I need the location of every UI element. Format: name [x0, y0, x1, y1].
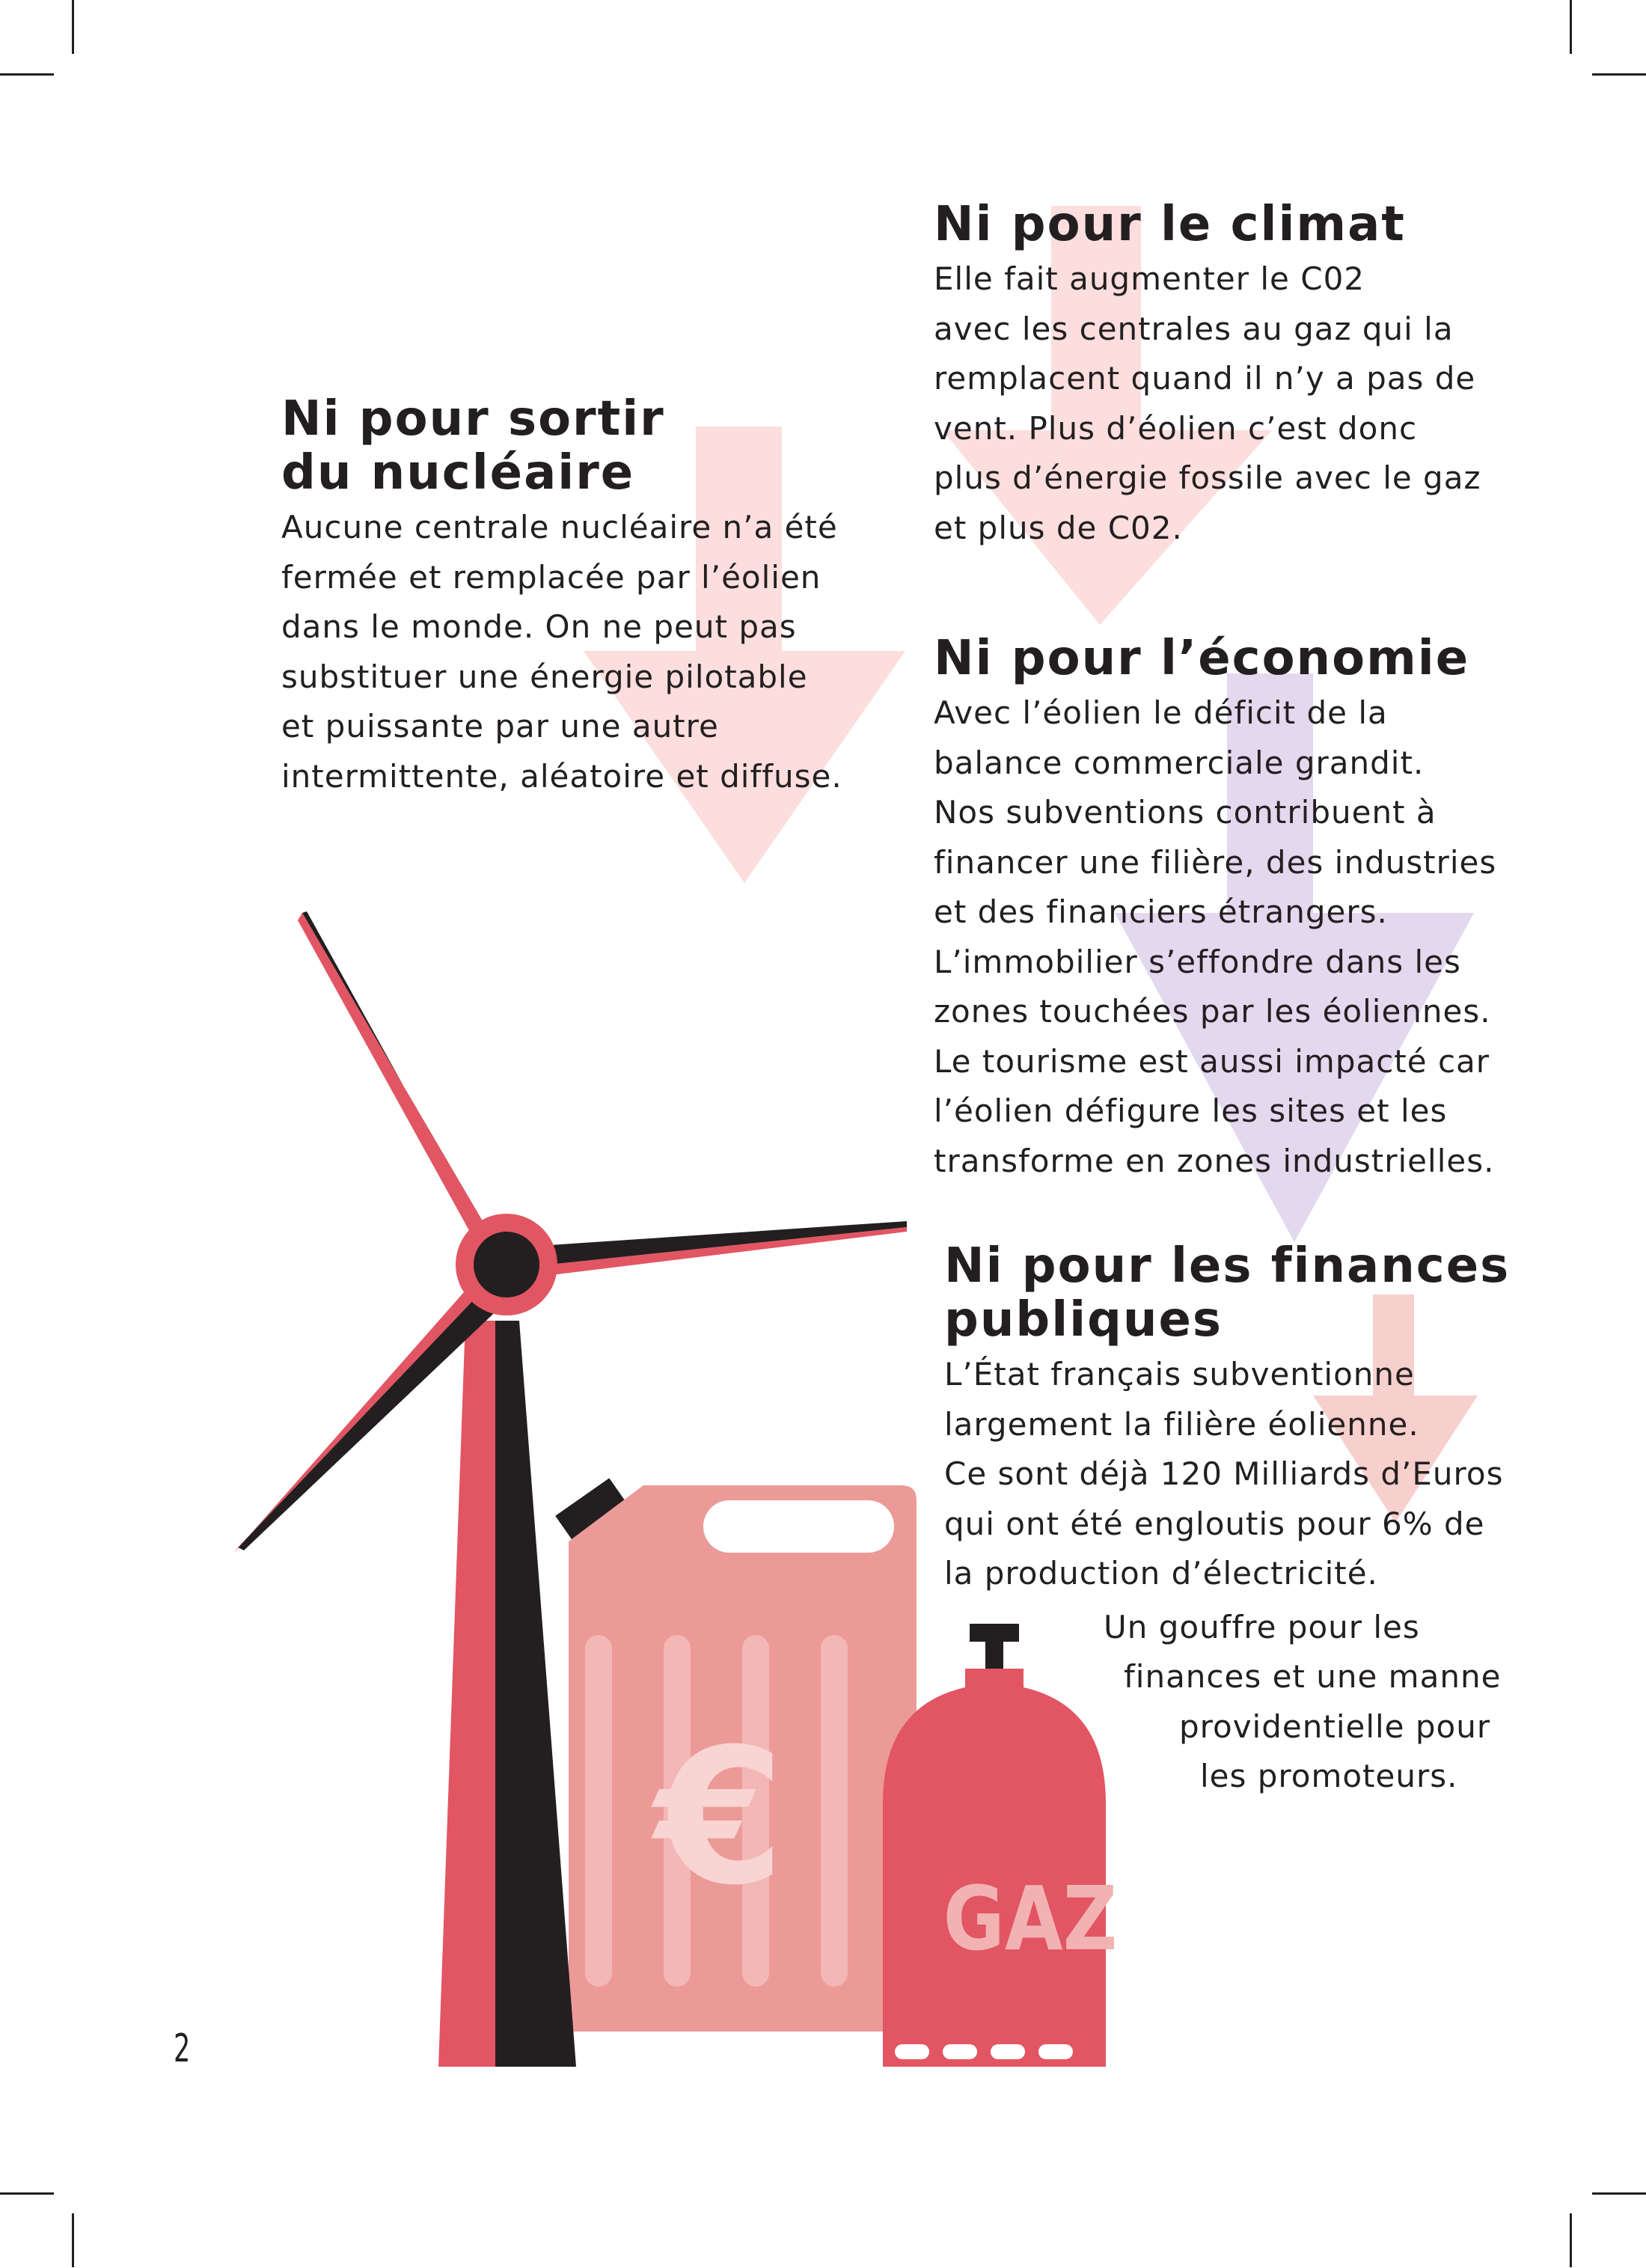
body-line: Nos subventions contribuent à [934, 794, 1437, 831]
closing-line: providentielle pour [1179, 1708, 1491, 1745]
body-line: transforme en zones industrielles. [934, 1142, 1495, 1179]
section-title: Ni pour l’économie [934, 631, 1470, 686]
body-line: la production d’électricité. [944, 1555, 1378, 1592]
body-line: Ce sont déjà 120 Milliards d’Euros [944, 1455, 1504, 1492]
section-nucleaire [281, 392, 842, 801]
body-line: et puissante par une autre [281, 708, 719, 745]
section-title: Ni pour les finances publiques [944, 1238, 1511, 1348]
body-line: Le tourisme est aussi impacté car [934, 1042, 1490, 1080]
body-line: fermée et remplacée par l’éolien [281, 558, 822, 596]
crop-mark [72, 0, 74, 54]
section-climat [934, 198, 1481, 553]
section-finances [944, 1239, 1510, 1599]
body-line: zones touchées par les éoliennes. [934, 993, 1491, 1030]
gas-bottle-icon [883, 1624, 1117, 2067]
body-line: vent. Plus d’éolien c’est donc [934, 409, 1418, 447]
crop-mark [72, 2213, 74, 2267]
crop-mark [0, 2192, 54, 2195]
jerrycan-icon [555, 1478, 917, 2032]
crop-mark [1570, 0, 1572, 54]
closing-line: finances et une manne [1124, 1658, 1502, 1695]
body-line: qui ont été engloutis pour 6% de [944, 1505, 1485, 1542]
body-line: largement la filière éolienne. [944, 1405, 1419, 1443]
body-line: plus d’énergie fossile avec le gaz [934, 459, 1481, 496]
body-line: avec les centrales au gaz qui la [934, 310, 1454, 347]
body-line: financer une filière, des industries [934, 843, 1497, 881]
closing-line: les promoteurs. [1200, 1758, 1458, 1794]
closing-line: Un gouffre pour les [1104, 1609, 1420, 1645]
crop-mark [1570, 2213, 1572, 2267]
body-line: L’immobilier s’effondre dans les [934, 943, 1461, 980]
body-line: intermittente, aléatoire et diffuse. [281, 757, 842, 795]
page-number: 2 [174, 2026, 191, 2071]
body-line: remplacent quand il n’y a pas de [934, 360, 1476, 397]
wind-turbine-fuel-illustration [224, 898, 1118, 2095]
crop-mark [1592, 73, 1646, 76]
body-line: l’éolien défigure les sites et les [934, 1092, 1448, 1129]
body-line: balance commerciale grandit. [934, 744, 1425, 781]
section-economie [934, 632, 1496, 1186]
body-line: et des financiers étrangers. [934, 893, 1388, 930]
gas-label: GAZ [943, 1867, 1118, 1971]
body-line: Avec l’éolien le déficit de la [934, 694, 1388, 731]
crop-mark [1592, 2192, 1646, 2195]
body-line: Aucune centrale nucléaire n’a été [281, 509, 838, 545]
euro-symbol: € [655, 1708, 785, 1926]
body-line: substituer une énergie pilotable [281, 658, 808, 695]
crop-mark [0, 73, 54, 76]
body-line: Elle fait augmenter le C02 [934, 260, 1365, 297]
section-title: Ni pour sortir du nucléaire [281, 391, 665, 501]
body-line: et plus de C02. [934, 509, 1183, 546]
section-title: Ni pour le climat [934, 197, 1406, 252]
body-line: L’État français subventionne [944, 1356, 1415, 1393]
body-line: dans le monde. On ne peut pas [281, 608, 797, 645]
